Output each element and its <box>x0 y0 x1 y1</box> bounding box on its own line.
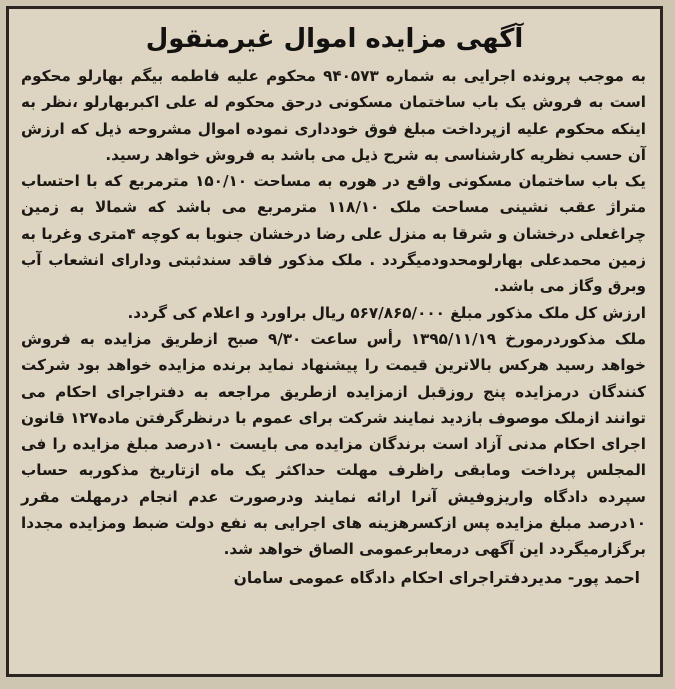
notice-clipping <box>6 6 663 677</box>
notice-title: آگهی مزایده اموال غیرمنقول <box>145 24 524 54</box>
paragraph-auction-terms: ملک مذکوردرمورخ ۱۳۹۵/۱۱/۱۹ رأس ساعت ۹/۳۰ صبح ازطریق مزایده به فروش خواهد رسید هرکس بالاترین قیمت را پیشنهاد نماید برنده مزایده خواهد بود شرکت کنندگان درمزایده پنج روزقبل ازمزایده ازطریق مراجعه به دفتراجرای احکام می توانند ازملک موصوف بازدید نمایند شرکت برای عموم با درنظرگرفتن ماده۱۲۷ قانون اجرای احکام مدنی آزاد است برندگان مزایده می بایست ۱۰درصد مبلغ مزایده را فی المجلس پرداخت ومابقی راظرف مهلت حداکثر یک ماه ازتاریخ مذکوربه حساب سپرده دادگاه واریزوفیش آنرا ارائه نمایند ودرصورت عدم انجام درمهلت مقرر ۱۰درصد مبلغ مزایده پس ازکسرهزینه های اجرایی به نفع دولت ضبط ومزایده مجددا برگزارمیگردد این آگهی درمعابرعمومی الصاق خواهد شد. <box>21 329 647 559</box>
notice-signature: احمد پور- مدیردفتراجرای احکام دادگاه عمومی سامان <box>233 568 640 587</box>
paragraph-property-value: ارزش کل ملک مذکور مبلغ ۵۶۷/۸۶۵/۰۰۰ ریال براورد و اعلام کی گردد. <box>127 303 646 322</box>
paragraph-property-description: یک باب ساختمان مسکونی واقع در هوره به مساحت ۱۵۰/۱۰ مترمربع که با احتساب متراژ عقب نشینی مساحت ملک ۱۱۸/۱۰ مترمربع می باشد که شمالا به زمین چراغعلی درخشان و شرقا به منزل علی رضا درخشان جنوبا به کوچه ۴متری وغربا به زمین محمدعلی بهارلومحدودمیگردد . ملک مذکور فاقد سندثبتی ودارای انشعاب آب وبرق وگاز می باشد. <box>21 172 646 296</box>
paragraph-case-details: به موجب پرونده اجرایی به شماره ۹۴۰۵۷۳ محکوم علیه فاطمه بیگم بهارلو محکوم است به فروش یک باب ساختمان مسکونی درحق محکوم له علی اکبربهارلو ،نظر به اینکه محکوم علیه ازپرداخت مبلغ فوق خودداری نموده اموال مشروحه ذیل که ارزش آن حسب نظریه کارشناسی به شرح ذیل می باشد به فروش خواهد رسید. <box>21 67 647 164</box>
notice-body <box>9 63 660 563</box>
